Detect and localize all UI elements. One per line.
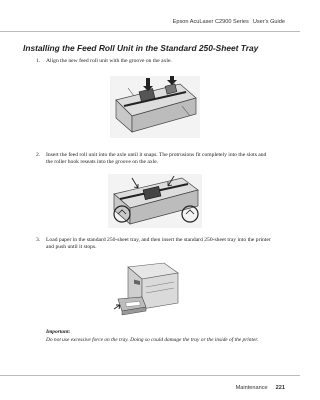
feed-roll-insert-illustration xyxy=(108,174,202,228)
step-2-number: 2. xyxy=(36,152,41,158)
step-3-text: Load paper in the standard 250-sheet tray, and then insert the standard 250-sheet tray into the printer and push until it stops. xyxy=(46,237,271,251)
step-2-text: Insert the feed roll unit into the axle until it snaps. The protrusions fit completely into the slots and the roller hook reseats into the groove on the axle. xyxy=(46,152,267,166)
important-note-heading: Important: xyxy=(46,329,71,335)
printer-tray-insert-illustration xyxy=(112,261,182,319)
step-1-number: 1. xyxy=(36,58,41,64)
page-number: 221 xyxy=(275,385,285,391)
step-3-number: 3. xyxy=(36,237,41,243)
section-title: Installing the Feed Roll Unit in the Standard 250-Sheet Tray xyxy=(23,43,259,53)
page-header xyxy=(173,19,285,25)
page-footer xyxy=(236,385,285,391)
important-note-body: Do not use excessive force on the tray. Doing so could damage the tray or the inside of the printer. xyxy=(46,337,259,343)
header-rule xyxy=(0,31,300,32)
header-guide: User's Guide xyxy=(252,19,285,25)
header-product: Epson AcuLaser C2900 Series xyxy=(172,19,249,25)
footer-section: Maintenance xyxy=(235,385,268,391)
feed-roll-align-illustration xyxy=(110,76,200,138)
step-1-text: Align the new feed roll unit with the groove on the axle. xyxy=(46,58,172,64)
footer-rule xyxy=(0,375,300,376)
